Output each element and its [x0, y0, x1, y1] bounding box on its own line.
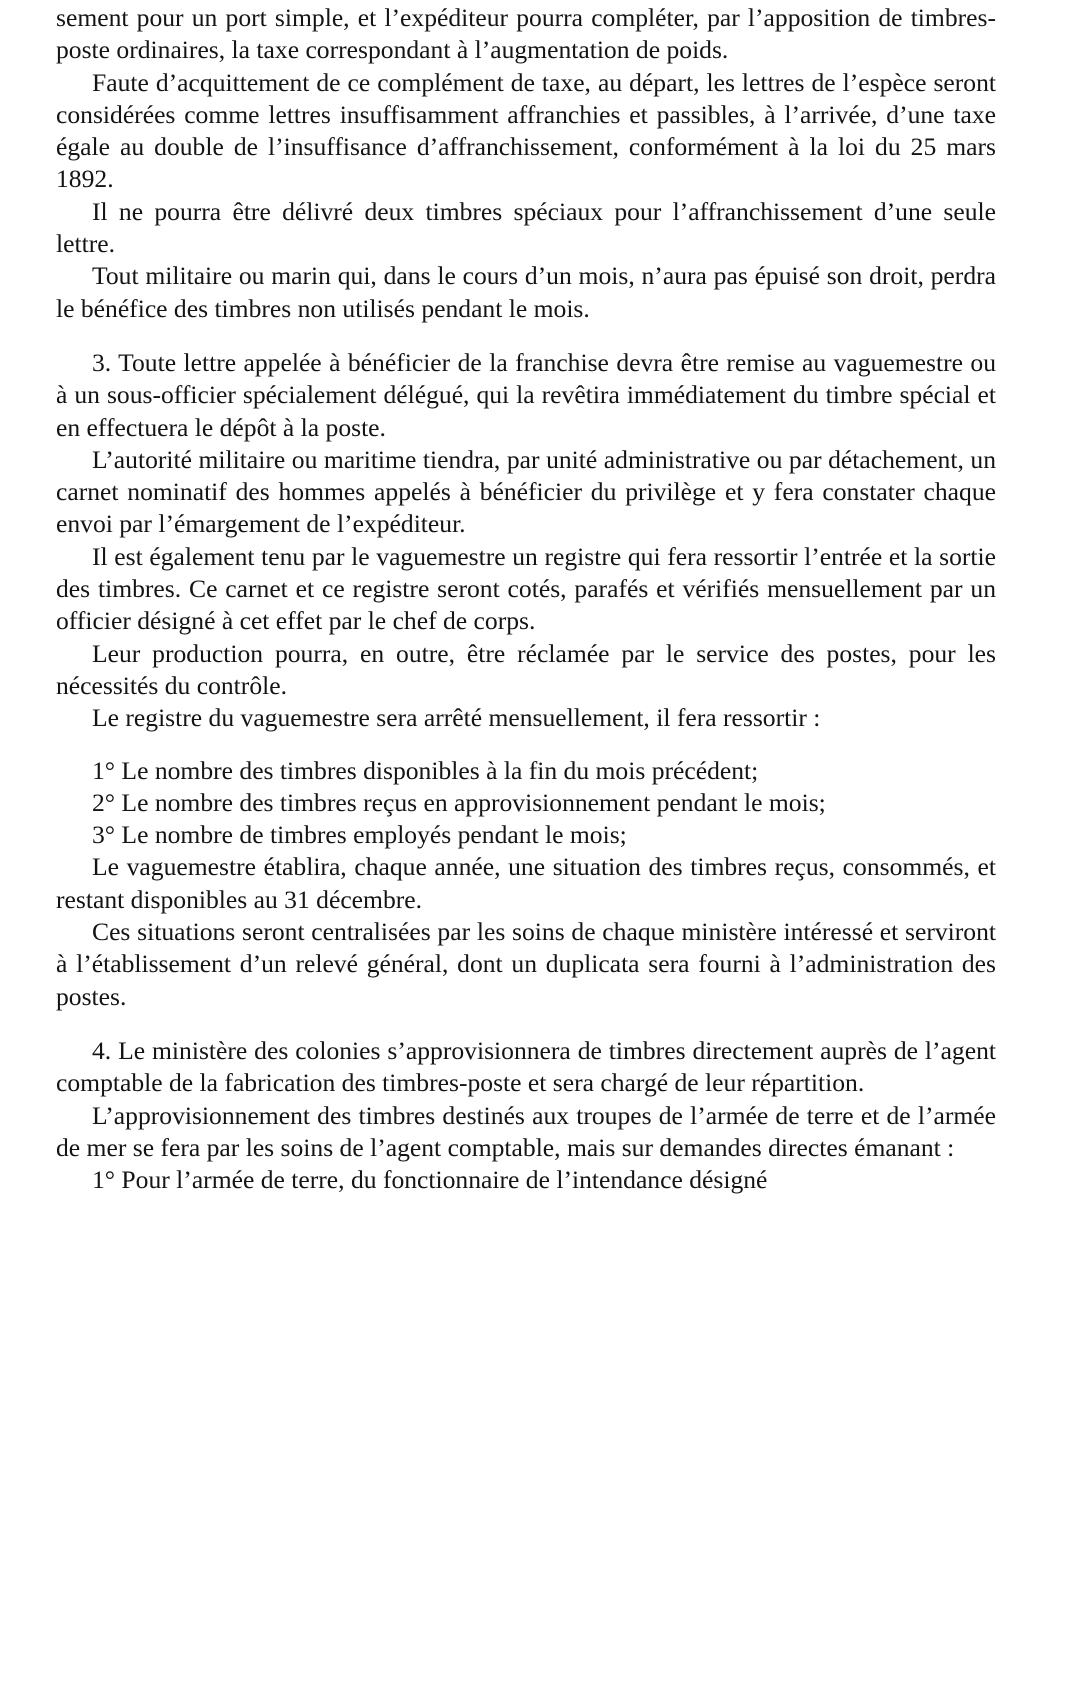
paragraph: Le registre du vaguemestre sera arrêté mensuellement, il fera ressortir : [92, 703, 821, 733]
paragraph: L’approvisionnement des timbres destinés aux troupes de l’armée de terre et de l’armée de mer se fera par les soins de l’agent comptable, mais sur demandes directes émanant : [56, 1100, 996, 1162]
document-page [56, 2, 996, 1196]
list-item: 3° Le nombre de timbres employés pendant le mois; [92, 820, 627, 850]
paragraph: sement pour un port simple, et l’expéditeur pourra compléter, par l’apposition de timbres-poste ordinaires, la taxe correspondant à l’augmentation de poids. [56, 3, 996, 65]
paragraph: Il est également tenu par le vaguemestre un registre qui fera ressortir l’entrée et la sortie des timbres. Ce carnet et ce registre seront cotés, parafés et vérifiés mensuellement par un officier désigné à cet effet par le chef de corps. [56, 541, 996, 636]
paragraph: Faute d’acquittement de ce complément de taxe, au départ, les lettres de l’espèce seront considérées comme lettres insuffisamment affranchies et passibles, à l’arrivée, d’une taxe égale au double de l’insuffisance d’affranchissement, conformément à la loi du 25 mars 1892. [56, 67, 996, 194]
paragraph: Le vaguemestre établira, chaque année, une situation des timbres reçus, consommés, et restant disponibles au 31 décembre. [56, 852, 996, 914]
section-paragraph: 3. Toute lettre appelée à bénéficier de la franchise devra être remise au vaguemestre ou à un sous-officier spécialement délégué, qui la revêtira immédiatement du timbre spécial et en effectuera le dépôt à la poste. [56, 347, 996, 442]
list-item: 1° Pour l’armée de terre, du fonctionnaire de l’intendance désigné [92, 1165, 768, 1195]
paragraph: Il ne pourra être délivré deux timbres spéciaux pour l’affranchissement d’une seule lettre. [56, 196, 996, 259]
section-paragraph: 4. Le ministère des colonies s’approvisionnera de timbres directement auprès de l’agent comptable de la fabrication des timbres-poste et sera chargé de leur répartition. [56, 1035, 996, 1098]
paragraph: Tout militaire ou marin qui, dans le cours d’un mois, n’aura pas épuisé son droit, perdra le bénéfice des timbres non utilisés pendant le mois. [56, 261, 996, 323]
paragraph: Ces situations seront centralisées par les soins de chaque ministère intéressé et serviront à l’établissement d’un relevé général, dont un duplicata sera fourni à l’administration des postes. [56, 917, 996, 1011]
paragraph: L’autorité militaire ou maritime tiendra, par unité administrative ou par détachement, un carnet nominatif des hommes appelés à bénéficier du privilège et y fera constater chaque envoi par l’émargement de l’expéditeur. [56, 444, 996, 539]
list-item: 1° Le nombre des timbres disponibles à la fin du mois précédent; [92, 755, 759, 785]
paragraph: Leur production pourra, en outre, être réclamée par le service des postes, pour les nécessités du contrôle. [56, 638, 996, 700]
list-item: 2° Le nombre des timbres reçus en approvisionnement pendant le mois; [92, 787, 826, 817]
